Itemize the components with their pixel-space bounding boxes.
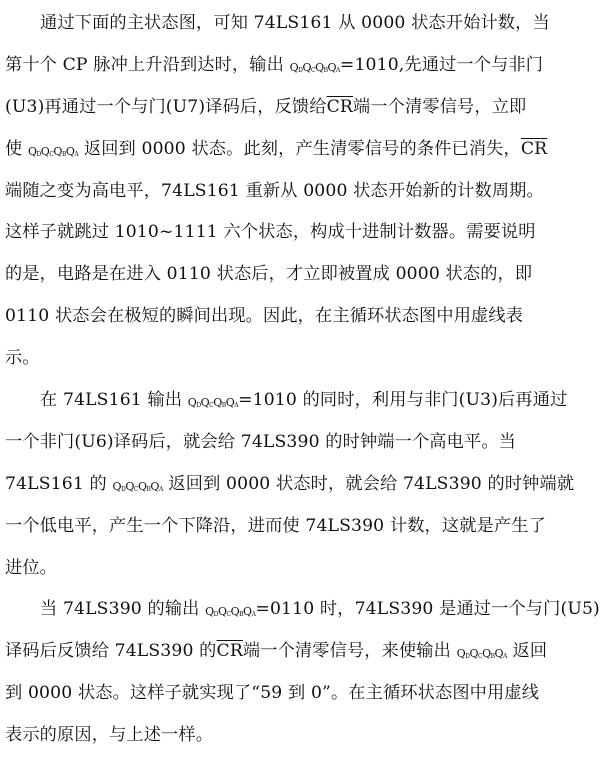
paragraph-2: [5, 380, 600, 589]
text-line: 通过下面的主状态图，可知 74LS161 从 0000 状态开始计数，当: [40, 13, 550, 33]
text-line: (U3)再通过一个与门(U7)译码后，反馈给$\overline{CR}$端一个清零信号，立即: [5, 96, 527, 117]
paragraph-3: [5, 589, 600, 757]
q-outputs-symbol: $Q_DQ_CQ_BQ_A$: [27, 144, 79, 158]
text-line: 0110 状态会在极短的瞬间出现。因此，在主循环状态图中用虚线表: [5, 306, 524, 327]
text-line: 一个低电平，产生一个下降沿，进而使 74LS390 计数，这就是产生了: [5, 515, 546, 536]
cr-overline-symbol: $\overline{CR}$: [326, 96, 353, 117]
text-line: 进位。: [5, 557, 58, 578]
text-line: 在 74LS161 输出 $Q_DQ_CQ_BQ_A=1010$ 的同时，利用与非门(U3)后再通过: [40, 390, 568, 411]
text-line: 端随之变为高电平，74LS161 重新从 0000 状态开始新的计数周期。: [5, 180, 544, 201]
text-line: 的是，电路是在进入 0110 状态后，才立即被置成 0000 状态的，即: [5, 264, 533, 285]
text-line: 使 $Q_DQ_CQ_BQ_A$ 返回到 0000 状态。此刻，产生清零信号的条件已消失，$\overline{CR}$: [5, 138, 548, 159]
text-line: 这样子就跳过 1010~1111 六个状态，构成十进制计数器。需要说明: [5, 222, 536, 243]
text-line: 74LS161 的 $Q_DQ_CQ_BQ_A$ 返回到 0000 状态时，就会给 74LS390 的时钟端就: [5, 473, 575, 494]
text-line: 第十个 CP 脉冲上升沿到达时，输出 $Q_DQ_CQ_BQ_A=1010$,先通过一个与非门: [5, 54, 544, 75]
text-line: 一个非门(U6)译码后，就会给 74LS390 的时钟端一个高电平。当: [5, 431, 516, 452]
paragraph-1: [5, 3, 600, 380]
text-line: 到 0000 状态。这样子就实现了“59 到 0”。在主循环状态图中用虚线: [5, 683, 540, 704]
q-outputs-symbol: $Q_DQ_CQ_BQ_A$: [205, 605, 256, 619]
text-line: 表示的原因，与上述一样。: [5, 725, 214, 746]
q-outputs-symbol: $Q_DQ_CQ_BQ_A$: [289, 60, 340, 74]
q-outputs-symbol: $Q_DQ_CQ_BQ_A$: [112, 479, 163, 493]
q-outputs-symbol: $Q_DQ_CQ_BQ_A$: [187, 396, 239, 410]
document-body: [5, 3, 600, 757]
text-line: 示。: [5, 348, 40, 369]
q-outputs-symbol: $Q_DQ_CQ_BQ_A$: [456, 647, 507, 661]
text-line: 当 74LS390 的输出 $Q_DQ_CQ_BQ_A=0110$ 时，74LS390 是通过一个与门(U5): [40, 599, 600, 620]
cr-overline-symbol: $\overline{CR}$: [520, 138, 548, 159]
text-line: 译码后反馈给 74LS390 的$\overline{CR}$端一个清零信号，来使输出 $Q_DQ_CQ_BQ_A$ 返回: [5, 641, 548, 662]
cr-overline-symbol: $\overline{CR}$: [216, 641, 243, 662]
